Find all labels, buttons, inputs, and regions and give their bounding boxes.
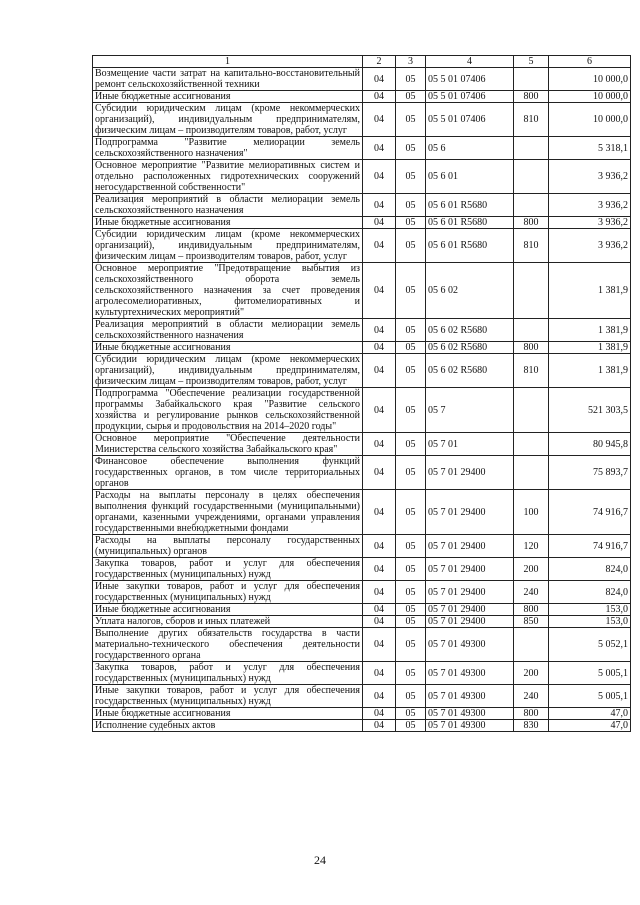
row-section: 04 — [363, 194, 396, 217]
row-section: 04 — [363, 319, 396, 342]
row-name: Иные бюджетные ассигнования — [93, 91, 363, 103]
table-row — [93, 342, 631, 354]
row-expense-type: 800 — [514, 708, 549, 720]
table-row — [93, 103, 631, 137]
row-amount: 74 916,7 — [549, 490, 631, 535]
row-name: Подпрограмма "Обеспечение реализации государственной программы Забайкальского края "Развитие сельского хозяйства и регулирование рынков сельскохозяйственной продукции, сырья и продовольствия на 2014–2020 годы" — [93, 388, 363, 433]
row-expense-type — [514, 137, 549, 160]
row-section: 04 — [363, 354, 396, 388]
page-number: 24 — [314, 853, 326, 867]
row-section: 04 — [363, 433, 396, 456]
row-section: 04 — [363, 217, 396, 229]
row-name: Возмещение части затрат на капитально-восстановительный ремонт сельскохозяйственной техники — [93, 68, 363, 91]
row-amount: 10 000,0 — [549, 103, 631, 137]
row-target-article: 05 7 01 29400 — [426, 490, 514, 535]
row-expense-type: 810 — [514, 229, 549, 263]
row-target-article: 05 7 01 49300 — [426, 708, 514, 720]
row-subsection: 05 — [396, 319, 426, 342]
row-subsection: 05 — [396, 194, 426, 217]
row-expense-type: 800 — [514, 342, 549, 354]
row-subsection: 05 — [396, 342, 426, 354]
row-subsection: 05 — [396, 137, 426, 160]
row-section: 04 — [363, 535, 396, 558]
table-row — [93, 217, 631, 229]
row-section: 04 — [363, 456, 396, 490]
row-section: 04 — [363, 68, 396, 91]
row-section: 04 — [363, 160, 396, 194]
row-subsection: 05 — [396, 103, 426, 137]
row-subsection: 05 — [396, 490, 426, 535]
table-row — [93, 388, 631, 433]
row-section: 04 — [363, 342, 396, 354]
row-name: Расходы на выплаты персоналу в целях обеспечения выполнения функций государственными (муниципальными) органами, казенными учреждениями, органами управления государственными внебюджетными фондами — [93, 490, 363, 535]
table-row — [93, 160, 631, 194]
row-target-article: 05 7 01 49300 — [426, 628, 514, 662]
row-expense-type: 800 — [514, 91, 549, 103]
table-row — [93, 354, 631, 388]
row-section: 04 — [363, 616, 396, 628]
row-expense-type — [514, 628, 549, 662]
row-name: Субсидии юридическим лицам (кроме некоммерческих организаций), индивидуальным предпринимателям, физическим лицам – производителям товаров, работ, услуг — [93, 229, 363, 263]
row-target-article: 05 5 01 07406 — [426, 68, 514, 91]
row-target-article: 05 6 02 R5680 — [426, 319, 514, 342]
table-row — [93, 720, 631, 732]
row-amount: 3 936,2 — [549, 160, 631, 194]
header-col-1: 1 — [93, 56, 363, 68]
row-target-article: 05 5 01 07406 — [426, 103, 514, 137]
row-name: Выполнение других обязательств государства в части материально-технического обеспечения деятельности государственного органа — [93, 628, 363, 662]
row-expense-type: 800 — [514, 217, 549, 229]
table-row — [93, 685, 631, 708]
row-section: 04 — [363, 229, 396, 263]
row-name: Закупка товаров, работ и услуг для обеспечения государственных (муниципальных) нужд — [93, 558, 363, 581]
row-expense-type: 240 — [514, 581, 549, 604]
row-name: Расходы на выплаты персоналу государственных (муниципальных) органов — [93, 535, 363, 558]
row-subsection: 05 — [396, 535, 426, 558]
row-subsection: 05 — [396, 581, 426, 604]
row-target-article: 05 6 02 R5680 — [426, 342, 514, 354]
row-name: Иные закупки товаров, работ и услуг для обеспечения государственных (муниципальных) нужд — [93, 685, 363, 708]
row-subsection: 05 — [396, 91, 426, 103]
row-amount: 47,0 — [549, 720, 631, 732]
table-row — [93, 263, 631, 319]
table-row — [93, 433, 631, 456]
row-target-article: 05 6 01 R5680 — [426, 217, 514, 229]
row-subsection: 05 — [396, 68, 426, 91]
row-target-article: 05 7 01 29400 — [426, 535, 514, 558]
row-amount: 5 052,1 — [549, 628, 631, 662]
row-name: Реализация мероприятий в области мелиорации земель сельскохозяйственного назначения — [93, 319, 363, 342]
row-amount: 1 381,9 — [549, 342, 631, 354]
row-amount: 80 945,8 — [549, 433, 631, 456]
table-row — [93, 490, 631, 535]
row-amount: 3 936,2 — [549, 229, 631, 263]
row-amount: 153,0 — [549, 616, 631, 628]
row-amount: 153,0 — [549, 604, 631, 616]
row-section: 04 — [363, 263, 396, 319]
row-amount: 47,0 — [549, 708, 631, 720]
row-expense-type: 240 — [514, 685, 549, 708]
row-subsection: 05 — [396, 263, 426, 319]
row-name: Закупка товаров, работ и услуг для обеспечения государственных (муниципальных) нужд — [93, 662, 363, 685]
row-subsection: 05 — [396, 708, 426, 720]
row-subsection: 05 — [396, 433, 426, 456]
row-subsection: 05 — [396, 662, 426, 685]
row-subsection: 05 — [396, 628, 426, 662]
row-amount: 5 318,1 — [549, 137, 631, 160]
table-row — [93, 708, 631, 720]
table-row — [93, 68, 631, 91]
row-amount: 1 381,9 — [549, 354, 631, 388]
row-expense-type — [514, 388, 549, 433]
row-expense-type: 810 — [514, 354, 549, 388]
row-section: 04 — [363, 628, 396, 662]
table-row — [93, 628, 631, 662]
header-col-6: 6 — [549, 56, 631, 68]
row-section: 04 — [363, 581, 396, 604]
row-target-article: 05 7 01 29400 — [426, 604, 514, 616]
row-target-article: 05 6 — [426, 137, 514, 160]
table-row — [93, 581, 631, 604]
table-row — [93, 229, 631, 263]
row-subsection: 05 — [396, 354, 426, 388]
row-expense-type: 100 — [514, 490, 549, 535]
table-row — [93, 616, 631, 628]
table-row — [93, 535, 631, 558]
row-amount: 74 916,7 — [549, 535, 631, 558]
row-name: Иные бюджетные ассигнования — [93, 217, 363, 229]
row-subsection: 05 — [396, 685, 426, 708]
row-section: 04 — [363, 662, 396, 685]
row-section: 04 — [363, 91, 396, 103]
row-expense-type — [514, 194, 549, 217]
table-header-row — [93, 56, 631, 68]
row-target-article: 05 7 01 29400 — [426, 616, 514, 628]
row-expense-type: 850 — [514, 616, 549, 628]
row-subsection: 05 — [396, 160, 426, 194]
header-col-3: 3 — [396, 56, 426, 68]
row-target-article: 05 5 01 07406 — [426, 91, 514, 103]
row-amount: 3 936,2 — [549, 194, 631, 217]
row-name: Основное мероприятие "Предотвращение выбытия из сельскохозяйственного оборота земель сельскохозяйственного назначения за счет проведения агролесомелиоративных, фитомелиоративных и культуртехнических мероприятий" — [93, 263, 363, 319]
row-section: 04 — [363, 388, 396, 433]
row-expense-type: 200 — [514, 662, 549, 685]
row-expense-type — [514, 263, 549, 319]
row-name: Исполнение судебных актов — [93, 720, 363, 732]
row-name: Реализация мероприятий в области мелиорации земель сельскохозяйственного назначения — [93, 194, 363, 217]
row-amount: 3 936,2 — [549, 217, 631, 229]
row-subsection: 05 — [396, 720, 426, 732]
row-name: Иные закупки товаров, работ и услуг для обеспечения государственных (муниципальных) нужд — [93, 581, 363, 604]
row-name: Основное мероприятие "Обеспечение деятельности Министерства сельского хозяйства Забайкальского края" — [93, 433, 363, 456]
table-row — [93, 137, 631, 160]
table-body — [93, 68, 631, 732]
row-expense-type: 800 — [514, 604, 549, 616]
row-subsection: 05 — [396, 229, 426, 263]
row-name: Финансовое обеспечение выполнения функций государственных органов, в том числе территориальных органов — [93, 456, 363, 490]
row-section: 04 — [363, 558, 396, 581]
row-target-article: 05 6 01 R5680 — [426, 229, 514, 263]
row-expense-type: 120 — [514, 535, 549, 558]
row-section: 04 — [363, 685, 396, 708]
row-section: 04 — [363, 490, 396, 535]
row-subsection: 05 — [396, 217, 426, 229]
header-col-4: 4 — [426, 56, 514, 68]
row-target-article: 05 7 01 49300 — [426, 720, 514, 732]
row-section: 04 — [363, 720, 396, 732]
row-expense-type — [514, 433, 549, 456]
row-name: Иные бюджетные ассигнования — [93, 604, 363, 616]
row-subsection: 05 — [396, 616, 426, 628]
header-col-5: 5 — [514, 56, 549, 68]
row-subsection: 05 — [396, 456, 426, 490]
row-name: Подпрограмма "Развитие мелиорации земель сельскохозяйственного назначения" — [93, 137, 363, 160]
budget-table — [92, 55, 631, 732]
table-row — [93, 456, 631, 490]
row-expense-type — [514, 319, 549, 342]
table-row — [93, 604, 631, 616]
row-target-article: 05 7 01 29400 — [426, 558, 514, 581]
row-target-article: 05 7 01 — [426, 433, 514, 456]
row-section: 04 — [363, 103, 396, 137]
row-expense-type: 830 — [514, 720, 549, 732]
table-row — [93, 194, 631, 217]
row-target-article: 05 7 01 49300 — [426, 662, 514, 685]
table-row — [93, 662, 631, 685]
row-target-article: 05 7 01 49300 — [426, 685, 514, 708]
row-amount: 521 303,5 — [549, 388, 631, 433]
row-expense-type: 200 — [514, 558, 549, 581]
row-expense-type — [514, 68, 549, 91]
row-name: Основное мероприятие "Развитие мелиоративных систем и отдельно расположенных гидротехнических сооружений негосударственной собственности" — [93, 160, 363, 194]
row-amount: 10 000,0 — [549, 68, 631, 91]
row-name: Субсидии юридическим лицам (кроме некоммерческих организаций), индивидуальным предпринимателям, физическим лицам – производителям товаров, работ, услуг — [93, 354, 363, 388]
table-row — [93, 91, 631, 103]
row-name: Иные бюджетные ассигнования — [93, 708, 363, 720]
row-target-article: 05 7 — [426, 388, 514, 433]
row-section: 04 — [363, 708, 396, 720]
row-amount: 824,0 — [549, 581, 631, 604]
row-amount: 5 005,1 — [549, 662, 631, 685]
row-name: Уплата налогов, сборов и иных платежей — [93, 616, 363, 628]
row-subsection: 05 — [396, 604, 426, 616]
row-target-article: 05 6 01 R5680 — [426, 194, 514, 217]
row-name: Субсидии юридическим лицам (кроме некоммерческих организаций), индивидуальным предпринимателям, физическим лицам – производителям товаров, работ, услуг — [93, 103, 363, 137]
row-amount: 75 893,7 — [549, 456, 631, 490]
table-row — [93, 558, 631, 581]
header-col-2: 2 — [363, 56, 396, 68]
row-name: Иные бюджетные ассигнования — [93, 342, 363, 354]
row-section: 04 — [363, 604, 396, 616]
row-target-article: 05 7 01 29400 — [426, 456, 514, 490]
row-expense-type: 810 — [514, 103, 549, 137]
row-subsection: 05 — [396, 388, 426, 433]
row-target-article: 05 6 01 — [426, 160, 514, 194]
row-target-article: 05 7 01 29400 — [426, 581, 514, 604]
row-target-article: 05 6 02 R5680 — [426, 354, 514, 388]
row-amount: 1 381,9 — [549, 263, 631, 319]
table-row — [93, 319, 631, 342]
row-subsection: 05 — [396, 558, 426, 581]
row-expense-type — [514, 456, 549, 490]
row-amount: 5 005,1 — [549, 685, 631, 708]
row-amount: 824,0 — [549, 558, 631, 581]
row-amount: 10 000,0 — [549, 91, 631, 103]
row-expense-type — [514, 160, 549, 194]
row-target-article: 05 6 02 — [426, 263, 514, 319]
row-section: 04 — [363, 137, 396, 160]
row-amount: 1 381,9 — [549, 319, 631, 342]
